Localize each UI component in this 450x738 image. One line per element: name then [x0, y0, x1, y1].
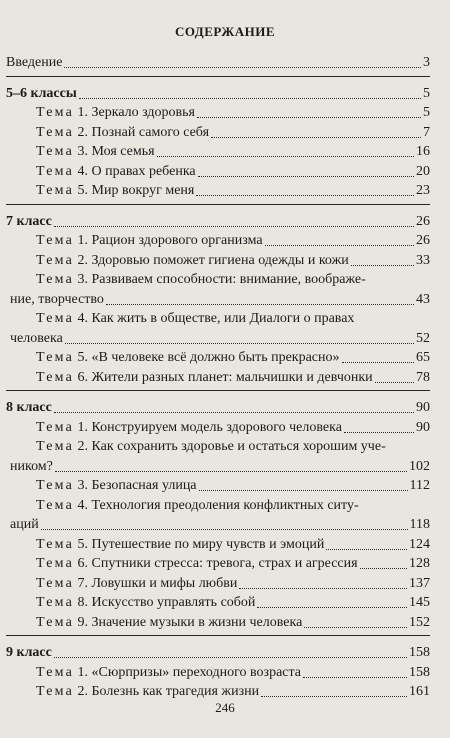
dot-leader [344, 432, 414, 433]
toc-entry-page: 26 [416, 233, 430, 248]
section-heading-text: 5–6 классы [6, 85, 77, 101]
toc-entry-text: Тема 3. Развиваем способности: внимание, воображе- [36, 272, 366, 287]
dot-leader [54, 226, 414, 227]
toc-entry [10, 289, 430, 309]
section-divider [6, 76, 430, 77]
toc-entry [10, 456, 430, 476]
dot-leader [239, 588, 407, 589]
toc-entry [36, 141, 430, 161]
toc-entry-text: Тема 2. Познай самого себя [36, 124, 210, 140]
toc-entry [36, 592, 430, 612]
dot-leader [65, 343, 414, 344]
toc-entry-page: 78 [416, 369, 430, 385]
toc-entry-text: Тема 1. Конструируем модель здорового человека [36, 419, 342, 435]
dot-leader [351, 265, 414, 266]
toc-entry-text: Тема 2. Здоровью поможет гигиена одежды и кожи [36, 252, 349, 268]
toc-entry-text: аций [10, 517, 39, 532]
toc-intro-text: Введение [6, 55, 63, 70]
toc-entry-text: Тема 9. Значение музыки в жизни человека [36, 614, 303, 630]
toc-entry-page: 112 [409, 478, 430, 493]
toc-entry [36, 230, 430, 250]
toc-entry-page: 102 [409, 458, 430, 474]
toc-entry-page: 161 [409, 684, 430, 699]
toc-entry-page: 52 [416, 330, 430, 346]
section-heading [6, 211, 430, 231]
dot-leader [211, 137, 421, 138]
dot-leader [55, 471, 407, 472]
toc-entry [36, 308, 430, 328]
section-heading [6, 642, 430, 662]
dot-leader [64, 67, 421, 68]
toc-entry [36, 161, 430, 181]
toc-entry-page: 33 [416, 252, 430, 268]
page-number: 246 [215, 700, 235, 715]
toc-entry-page: 90 [416, 419, 430, 435]
toc-entry [36, 180, 430, 200]
dot-leader [157, 156, 414, 157]
toc-entry-page: 23 [416, 183, 430, 198]
section-divider [6, 635, 430, 636]
toc-entry-page: 118 [409, 517, 430, 532]
section-heading-text: 7 класс [6, 213, 52, 229]
section-divider [6, 204, 430, 205]
toc-entry-text: человека [10, 330, 63, 346]
toc-entry-text: Тема 6. Спутники стресса: тревога, страх и агрессия [36, 556, 358, 571]
toc-entry [36, 534, 430, 554]
toc-entry [36, 475, 430, 495]
toc-entry [36, 269, 430, 289]
section-heading [6, 397, 430, 417]
toc-entry-text: ние, творчество [10, 291, 104, 307]
toc-entry [36, 367, 430, 387]
dot-leader [375, 382, 414, 383]
toc-entry-text: Тема 1. Рацион здорового организма [36, 233, 263, 248]
toc-entry-text: Тема 2. Как сохранить здоровье и остаться хорошим уче- [36, 439, 386, 454]
toc-entry-page: 152 [409, 614, 430, 630]
dot-leader [265, 245, 414, 246]
toc-entry [36, 495, 430, 515]
toc-entry-text: Тема 4. О правах ребенка [36, 163, 196, 179]
toc-entry-text: Тема 3. Моя семья [36, 144, 155, 159]
dot-leader [54, 657, 407, 658]
dot-leader [198, 176, 414, 177]
toc-entry-page: 7 [423, 124, 430, 140]
section-heading [6, 83, 430, 103]
toc-entry-text: Тема 5. Мир вокруг меня [36, 183, 195, 198]
toc-entry [36, 662, 430, 682]
section-heading-page: 90 [416, 400, 430, 415]
toc-entry-page: 65 [416, 350, 430, 365]
toc-entry-page: 16 [416, 144, 430, 159]
dot-leader [304, 627, 407, 628]
toc-entry-text: ником? [10, 458, 53, 474]
page-title: СОДЕРЖАНИЕ [174, 24, 276, 39]
dot-leader [257, 607, 407, 608]
toc-entry-text: Тема 3. Безопасная улица [36, 478, 197, 493]
toc-intro [6, 52, 430, 72]
section-heading-page: 5 [423, 85, 430, 101]
dot-leader [199, 490, 408, 491]
toc-entry [36, 573, 430, 593]
dot-leader [261, 696, 407, 697]
section-heading-page: 26 [416, 213, 430, 229]
dot-leader [197, 117, 421, 118]
toc-entry-page: 128 [409, 556, 430, 571]
dot-leader [342, 362, 414, 363]
toc-entry-page: 137 [409, 575, 430, 591]
toc-entry-page: 5 [423, 105, 430, 120]
dot-leader [54, 412, 414, 413]
section-heading-text: 8 класс [6, 400, 52, 415]
dot-leader [303, 677, 407, 678]
toc-entry [36, 553, 430, 573]
dot-leader [106, 304, 414, 305]
dot-leader [360, 568, 407, 569]
toc-entry-text: Тема 8. Искусство управлять собой [36, 595, 256, 610]
toc-entry [36, 102, 430, 122]
toc-entry-text: Тема 1. Зеркало здоровья [36, 105, 195, 120]
toc-entry-page: 43 [416, 291, 430, 307]
toc-entry [36, 417, 430, 437]
dot-leader [41, 529, 408, 530]
toc-entry-text: Тема 4. Технология преодоления конфликтных ситу- [36, 497, 359, 513]
toc-entry-page: 124 [409, 536, 430, 552]
toc-entry-text: Тема 1. «Сюрпризы» переходного возраста [36, 664, 302, 680]
toc-entry-page: 20 [416, 163, 430, 179]
toc-entry-text: Тема 4. Как жить в обществе, или Диалоги о правах [36, 311, 355, 326]
toc-entry [36, 612, 430, 632]
section-heading-page: 158 [409, 645, 430, 660]
toc-entry [36, 681, 430, 701]
toc-entry-text: Тема 6. Жители разных планет: мальчишки и девчонки [36, 369, 373, 385]
toc-entry [36, 250, 430, 270]
toc-entry [10, 328, 430, 348]
section-heading-text: 9 класс [6, 645, 52, 660]
toc-entry [10, 514, 430, 534]
dot-leader [326, 549, 407, 550]
dot-leader [79, 98, 421, 99]
toc-entry-text: Тема 2. Болезнь как трагедия жизни [36, 684, 260, 699]
toc-entry-text: Тема 5. Путешествие по миру чувств и эмоций [36, 536, 325, 552]
toc-entry [36, 436, 430, 456]
dot-leader [196, 195, 414, 196]
toc-entry-page: 145 [409, 595, 430, 610]
toc-entry-page: 158 [409, 664, 430, 680]
toc-entry [36, 122, 430, 142]
toc-entry-text: Тема 5. «В человеке всё должно быть прекрасно» [36, 350, 340, 365]
section-divider [6, 390, 430, 391]
toc-entry-text: Тема 7. Ловушки и мифы любви [36, 575, 238, 591]
toc-entry [36, 347, 430, 367]
toc-intro-page: 3 [423, 55, 430, 70]
